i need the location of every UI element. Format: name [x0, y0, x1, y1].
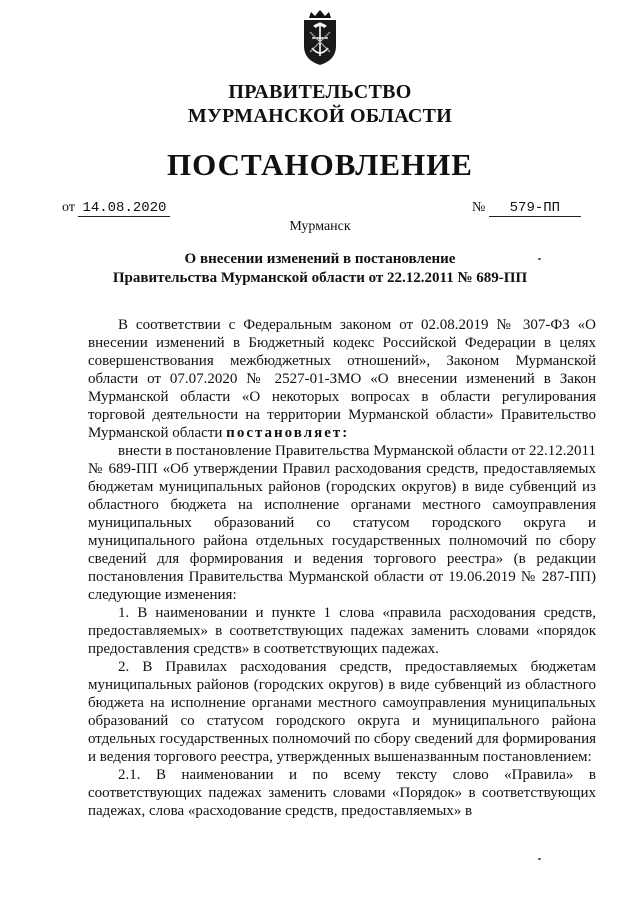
government-title-line1: ПРАВИТЕЛЬСТВО: [228, 81, 412, 103]
document-date: 14.08.2020: [78, 200, 170, 217]
scan-speck: [538, 858, 541, 860]
subject-line1: О внесении изменений в постановление: [184, 251, 456, 267]
government-title-line2: МУРМАНСКОЙ ОБЛАСТИ: [187, 105, 453, 127]
date-block: [62, 198, 170, 218]
coat-of-arms-emblem: [301, 8, 339, 66]
intro-paragraph: внести в постановление Правительства Мурманской области от 22.12.2011 № 689-ПП «Об утверждении Правил расходования средств, предоставляемых бюджетам муниципальных районов (городских округов) в виде субвенций из областного бюджета на исполнение органами местного самоуправления муниципальных образований со статусом городского округа и муниципального района отдельных государственных полномочий по сбору сведений для формирования и ведения торгового реестра» (в редакции постановления Правительства Мурманской области от 19.06.2019 № 287-ПП) следующие изменения:: [88, 443, 596, 603]
document-type-heading: ПОСТАНОВЛЕНИЕ: [167, 147, 473, 182]
document-number: 579-ПП: [489, 200, 581, 217]
item-2-paragraph: 2. В Правилах расходования средств, предоставляемых бюджетам муниципальных районов (городских округов) в виде субвенций из областного бюджета на исполнение органами местного самоуправления муниципальных образований со статусом городского округа и муниципального района отдельных государственных полномочий по сбору сведений для формирования и ведения торгового реестра, утвержденных вышеназванным постановлением:: [88, 659, 596, 765]
preamble-text: В соответствии с Федеральным законом от 02.08.2019 № 307-ФЗ «О внесении изменений в Бюджетный кодекс Российской Федерации в целях совершенствования межбюджетных отношений», Законом Мурманской области от 07.07.2020 № 2527-01-ЗМО «О внесении изменений в Закон Мурманской области «О некоторых вопросах в области регулирования торговой деятельности на территории Мурманской области» Правительство Мурманской области: [88, 317, 596, 441]
city-name: Мурманск: [289, 219, 351, 234]
document-subject: [0, 250, 640, 288]
number-prefix: №: [472, 200, 486, 215]
subject-line2: Правительства Мурманской области от 22.12.2011 № 689-ПП: [112, 270, 528, 286]
resolves-word: постановляет:: [226, 425, 350, 441]
item-2-1-paragraph: 2.1. В наименовании и по всему тексту слово «Правила» в соответствующих падежах заменить словами «Порядок» в соответствующих падежах, слова «расходование средств, предоставляемых» в: [88, 767, 596, 819]
scan-speck: [538, 258, 541, 260]
number-block: [472, 198, 581, 218]
document-body: [88, 316, 596, 820]
preamble-paragraph: [88, 316, 596, 442]
item-1-paragraph: 1. В наименовании и пункте 1 слова «правила расходования средств, предоставляемых» в соответствующих падежах заменить словами «порядок предоставления средств» в соответствующих падежах.: [88, 605, 596, 657]
date-prefix: от: [62, 200, 75, 215]
